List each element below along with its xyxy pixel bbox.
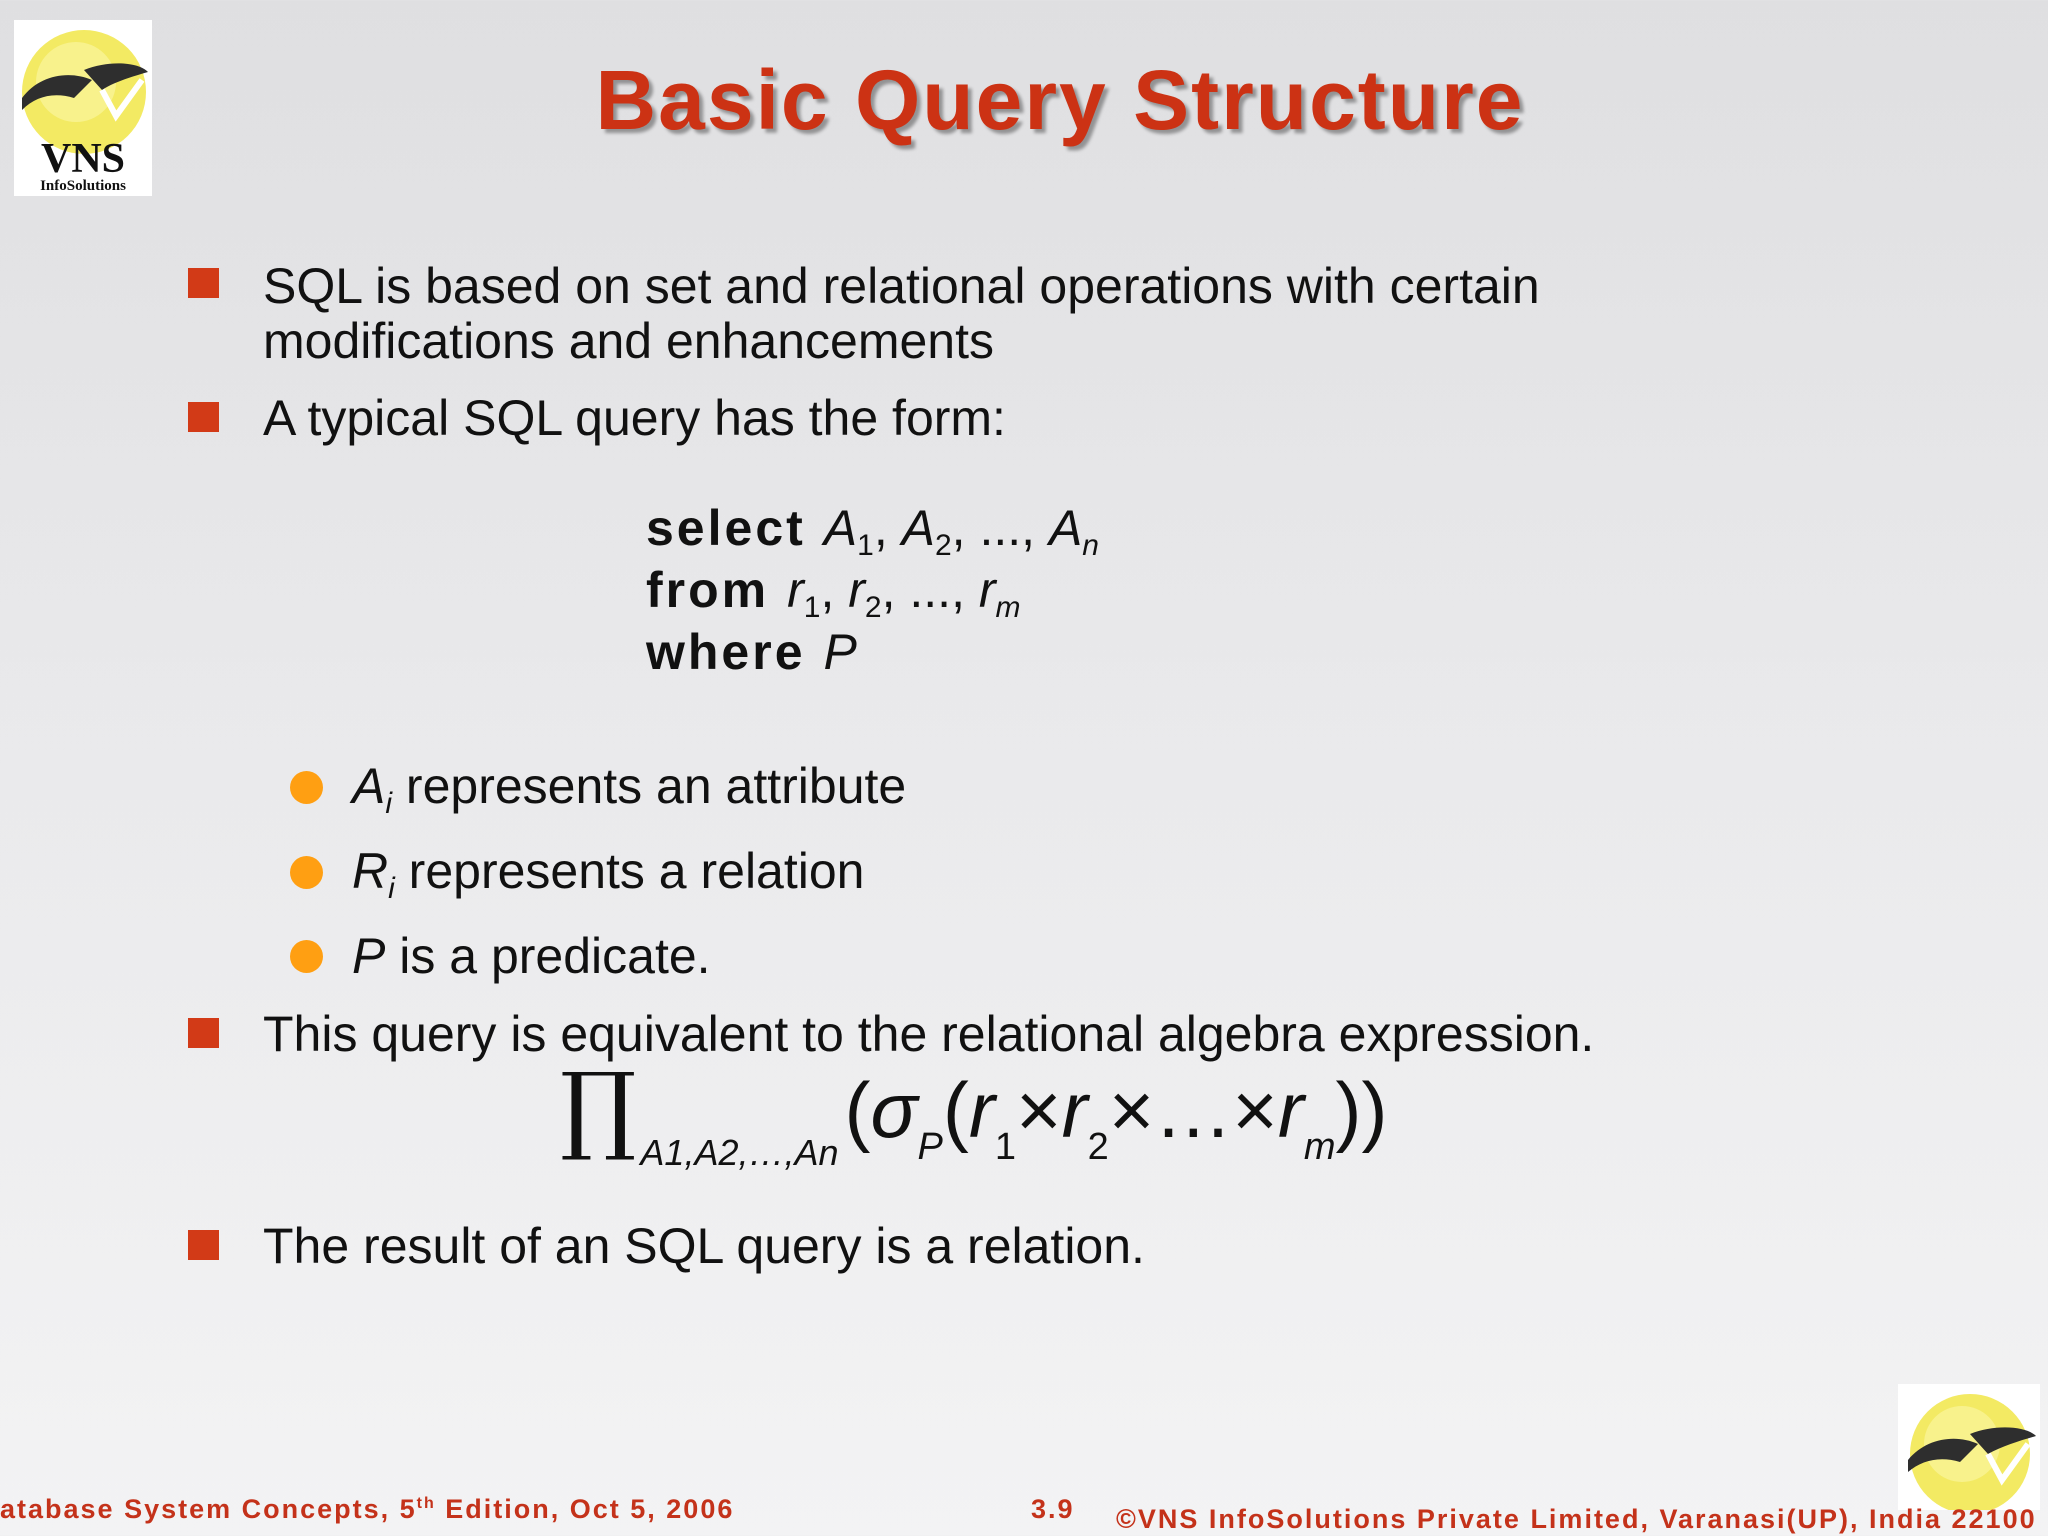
projection-subscript: A1,A2,…,An [640, 1132, 839, 1173]
bullet-text-continued: modifications and enhancements [263, 313, 995, 369]
sub-bullet-var: R [352, 843, 389, 899]
subscript: m [1303, 1126, 1336, 1168]
square-bullet [188, 1018, 219, 1048]
formula-body [844, 1066, 1388, 1168]
sub-bullet-label: is a predicate. [385, 928, 711, 984]
close-paren: )) [1335, 1066, 1388, 1154]
subscript: 2 [864, 591, 882, 624]
attr-var: A [901, 500, 935, 556]
sub-bullet-var: A [352, 758, 386, 814]
relation-var: r [1061, 1066, 1088, 1154]
subscript: 2 [1087, 1126, 1109, 1168]
relation-var: r [787, 562, 804, 618]
ellipsis: … [1154, 1066, 1233, 1154]
sub-bullet-label: represents a relation [394, 843, 865, 899]
slide-title: Basic Query Structure [595, 53, 1525, 147]
query-where-line [646, 622, 857, 682]
relation-var: r [968, 1066, 995, 1154]
separator: , [951, 500, 980, 556]
separator: , [881, 562, 910, 618]
footer-edition: Edition, Oct 5, 2006 [435, 1494, 735, 1524]
footer-superscript: th [416, 1495, 436, 1512]
square-bullet [188, 1230, 219, 1260]
logo-text: VNS [40, 136, 126, 182]
bullet-text: A typical SQL query has the form: [263, 390, 1006, 446]
separator: , [820, 562, 849, 618]
times-symbol: × [1108, 1066, 1155, 1154]
query-from-line [646, 560, 1021, 624]
bullet-text: This query is equivalent to the relational algebra expression. [263, 1006, 1595, 1062]
subscript: 1 [857, 529, 874, 562]
predicate-var: P [823, 624, 857, 680]
sub-bullet-var: P [352, 928, 386, 984]
subscript: 2 [934, 529, 952, 562]
attr-var: A [1048, 500, 1083, 556]
open-paren: ( [942, 1066, 969, 1154]
separator: , [873, 500, 902, 556]
subscript: i [385, 787, 393, 820]
subscript: 1 [994, 1126, 1017, 1168]
subscript: 1 [803, 591, 821, 624]
subscript: n [1082, 529, 1099, 562]
square-bullet [188, 402, 219, 432]
selection-symbol: σ [870, 1066, 918, 1154]
relation-var: r [848, 562, 865, 618]
query-select-line [646, 498, 1099, 562]
subscript: m [995, 591, 1021, 624]
footer-left [0, 1494, 734, 1525]
subscript: i [388, 872, 395, 905]
circle-bullet [290, 856, 323, 889]
ellipsis: ..., [979, 500, 1049, 556]
relational-algebra-formula [560, 1052, 1388, 1173]
sub-bullet-text [352, 843, 865, 905]
sub-bullet-text [352, 758, 907, 820]
bullet-text: SQL is based on set and relational operations with certain [263, 258, 1540, 314]
where-keyword: where [646, 624, 806, 680]
relation-var: r [1277, 1066, 1304, 1154]
times-symbol: × [1232, 1066, 1278, 1154]
sub-bullet-label: represents an attribute [392, 758, 907, 814]
footer-title: atabase System Concepts, 5 [0, 1494, 417, 1524]
select-keyword: select [646, 500, 806, 556]
ellipsis: ..., [909, 562, 979, 618]
selection-subscript: P [917, 1126, 943, 1168]
times-symbol: × [1016, 1066, 1062, 1154]
open-paren: ( [844, 1066, 871, 1154]
sub-bullet-text [352, 928, 711, 984]
logo-subtext: InfoSolutions [40, 178, 126, 194]
circle-bullet [290, 940, 323, 973]
relation-var: r [978, 562, 996, 618]
circle-bullet [290, 771, 323, 804]
from-keyword: from [646, 562, 770, 618]
page-number: 3.9 [1031, 1494, 1075, 1524]
square-bullet [188, 268, 219, 298]
vns-logo-small [1898, 1384, 2040, 1510]
footer-copyright: ©VNS InfoSolutions Private Limited, Varanasi(UP), India 22100 [1116, 1504, 2037, 1534]
bullet-text: The result of an SQL query is a relation. [263, 1218, 1145, 1274]
attr-var: A [823, 500, 858, 556]
projection-symbol: ∏ [560, 1052, 637, 1164]
